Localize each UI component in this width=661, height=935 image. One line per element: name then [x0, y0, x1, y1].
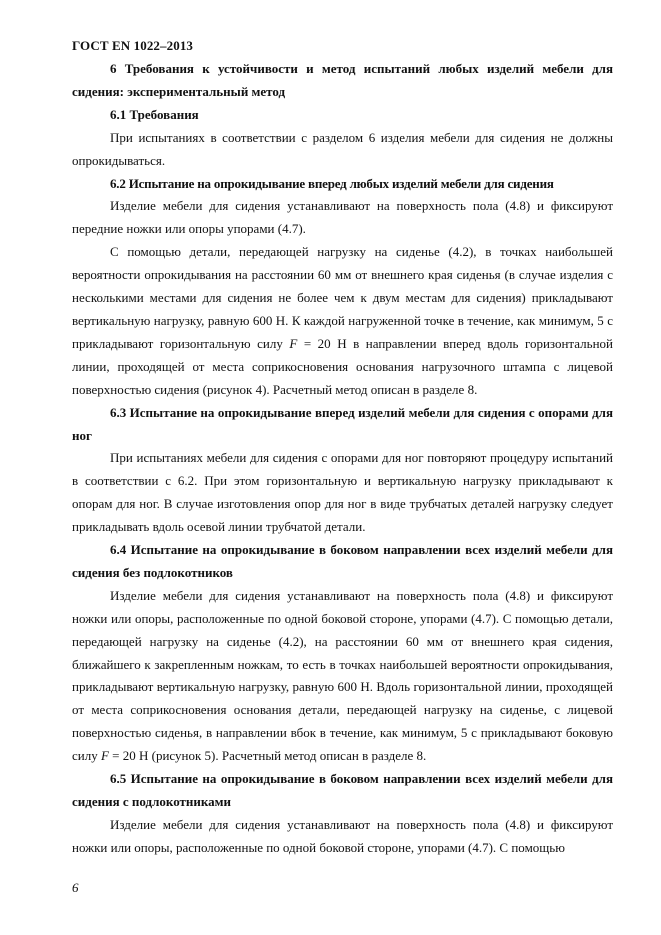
page-number: 6	[72, 880, 79, 895]
section-6-heading: 6 Требования к устойчивости и метод испытаний любых изделий мебели для сидения: экспериментальный метод	[72, 61, 613, 99]
section-6-5-heading: 6.5 Испытание на опрокидывание в боковом направлении всех изделий мебели для сидения с подлокотниками	[72, 771, 613, 809]
section-6-2-heading: 6.2 Испытание на опрокидывание вперед любых изделий мебели для сидения	[110, 175, 554, 191]
paragraph-text: = 20 Н в направлении вперед вдоль горизонтальной линии, проходящей от места соприкосновения основания нагрузочного штампа с лицевой поверхностью сидения (рисунок 4). Расчетный метод описан в разделе 8.	[72, 335, 613, 397]
paragraph-text: = 20 Н (рисунок 5). Расчетный метод описан в разделе 8.	[108, 748, 427, 764]
paragraph-text: Изделие мебели для сидения устанавливают на поверхность пола (4.8) и фиксируют ножки или опоры, расположенные по одной боковой стороне, упорами (4.7). С помощью детали, передающей нагрузку на сиденье (4.2), на расстоянии 60 мм от внешнего края сидения, ближайшего к закрепленным ножкам, то есть в точках наибольшей вероятности опрокидывания, прикладывают вертикальную нагрузку, равную 600 Н. Вдоль горизонтальной линии, проходящей от места соприкосновения основания детали, передающей нагрузку на сиденье, с лицевой поверхностью сиденья, в направлении вбок в течение, как минимум, 5 с прикладывают боковую силу	[72, 587, 613, 764]
section-6-2-paragraph-2	[72, 241, 613, 401]
section-6-2-paragraph-1: Изделие мебели для сидения устанавливают на поверхность пола (4.8) и фиксируют передние ножки или опоры упорами (4.7).	[72, 198, 613, 237]
section-6-4-heading: 6.4 Испытание на опрокидывание в боковом направлении всех изделий мебели для сидения без подлокотников	[72, 542, 613, 580]
paragraph-text: С помощью детали, передающей нагрузку на сиденье (4.2), в точках наибольшей вероятности опрокидывания на расстоянии 60 мм от внешнего края сиденья (в случае изделия с несколькими местами для сидения не более чем к двум местам для сидения) прикладывают вертикальную нагрузку, равную 600 Н. К каждой нагруженной точке в течение, как минимум, 5 с прикладывают горизонтальную силу	[72, 244, 613, 351]
document-body	[72, 58, 613, 860]
force-variable: F	[100, 748, 109, 764]
section-6-5-paragraph: Изделие мебели для сидения устанавливают на поверхность пола (4.8) и фиксируют ножки или опоры, расположенные по одной боковой стороне, упорами (4.7). С помощью	[72, 816, 613, 855]
document-header: ГОСТ EN 1022–2013	[72, 38, 194, 53]
section-6-1-paragraph: При испытаниях в соответствии с разделом 6 изделия мебели для сидения не должны опрокидываться.	[72, 129, 613, 168]
section-6-4-paragraph	[72, 585, 613, 768]
section-6-3-paragraph: При испытаниях мебели для сидения с опорами для ног повторяют процедуру испытаний в соответствии с 6.2. При этом горизонтальную и вертикальную нагрузку прикладывают к опорам для ног. В случае изготовления опор для ног в виде трубчатых деталей нагрузку следует прикладывать вдоль осевой линии трубчатой детали.	[72, 450, 613, 535]
force-variable: F	[289, 335, 298, 351]
section-6-3-heading: 6.3 Испытание на опрокидывание вперед изделий мебели для сидения с опорами для ног	[72, 404, 613, 443]
section-6-1-heading: 6.1 Требования	[110, 106, 199, 122]
